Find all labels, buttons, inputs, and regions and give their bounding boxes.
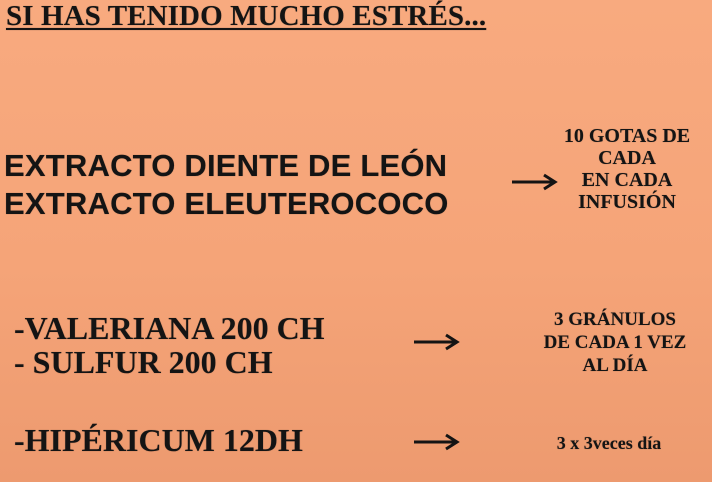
dosage-note-line: 10 GOTAS DE (563, 125, 691, 147)
dosage-note-line: DE CADA 1 VEZ (543, 332, 687, 353)
remedy-item: -HIPÉRICUM 12DH (14, 422, 303, 458)
dosage-note-line: 3 x 3veces día (556, 433, 662, 453)
right-arrow-icon (412, 432, 462, 452)
dosage-note (524, 308, 706, 377)
dosage-note (520, 432, 698, 454)
remedy-item: EXTRACTO DIENTE DE LEÓN (4, 148, 448, 183)
dosage-note-line: CADA (598, 147, 656, 169)
remedy-item: -VALERIANA 200 CH (14, 310, 325, 346)
dosage-note (548, 125, 706, 213)
slide-title: SI HAS TENIDO MUCHO ESTRÉS... (6, 0, 487, 32)
dosage-note-line: 3 GRÁNULOS (554, 309, 676, 330)
dosage-note-line: AL DÍA (582, 355, 648, 376)
dosage-note-line: EN CADA (581, 169, 673, 191)
remedy-item: EXTRACTO ELEUTEROCOCO (4, 186, 449, 221)
dosage-note-line: INFUSIÓN (578, 191, 676, 213)
right-arrow-icon (412, 332, 462, 352)
remedy-item: - SULFUR 200 CH (14, 344, 273, 380)
